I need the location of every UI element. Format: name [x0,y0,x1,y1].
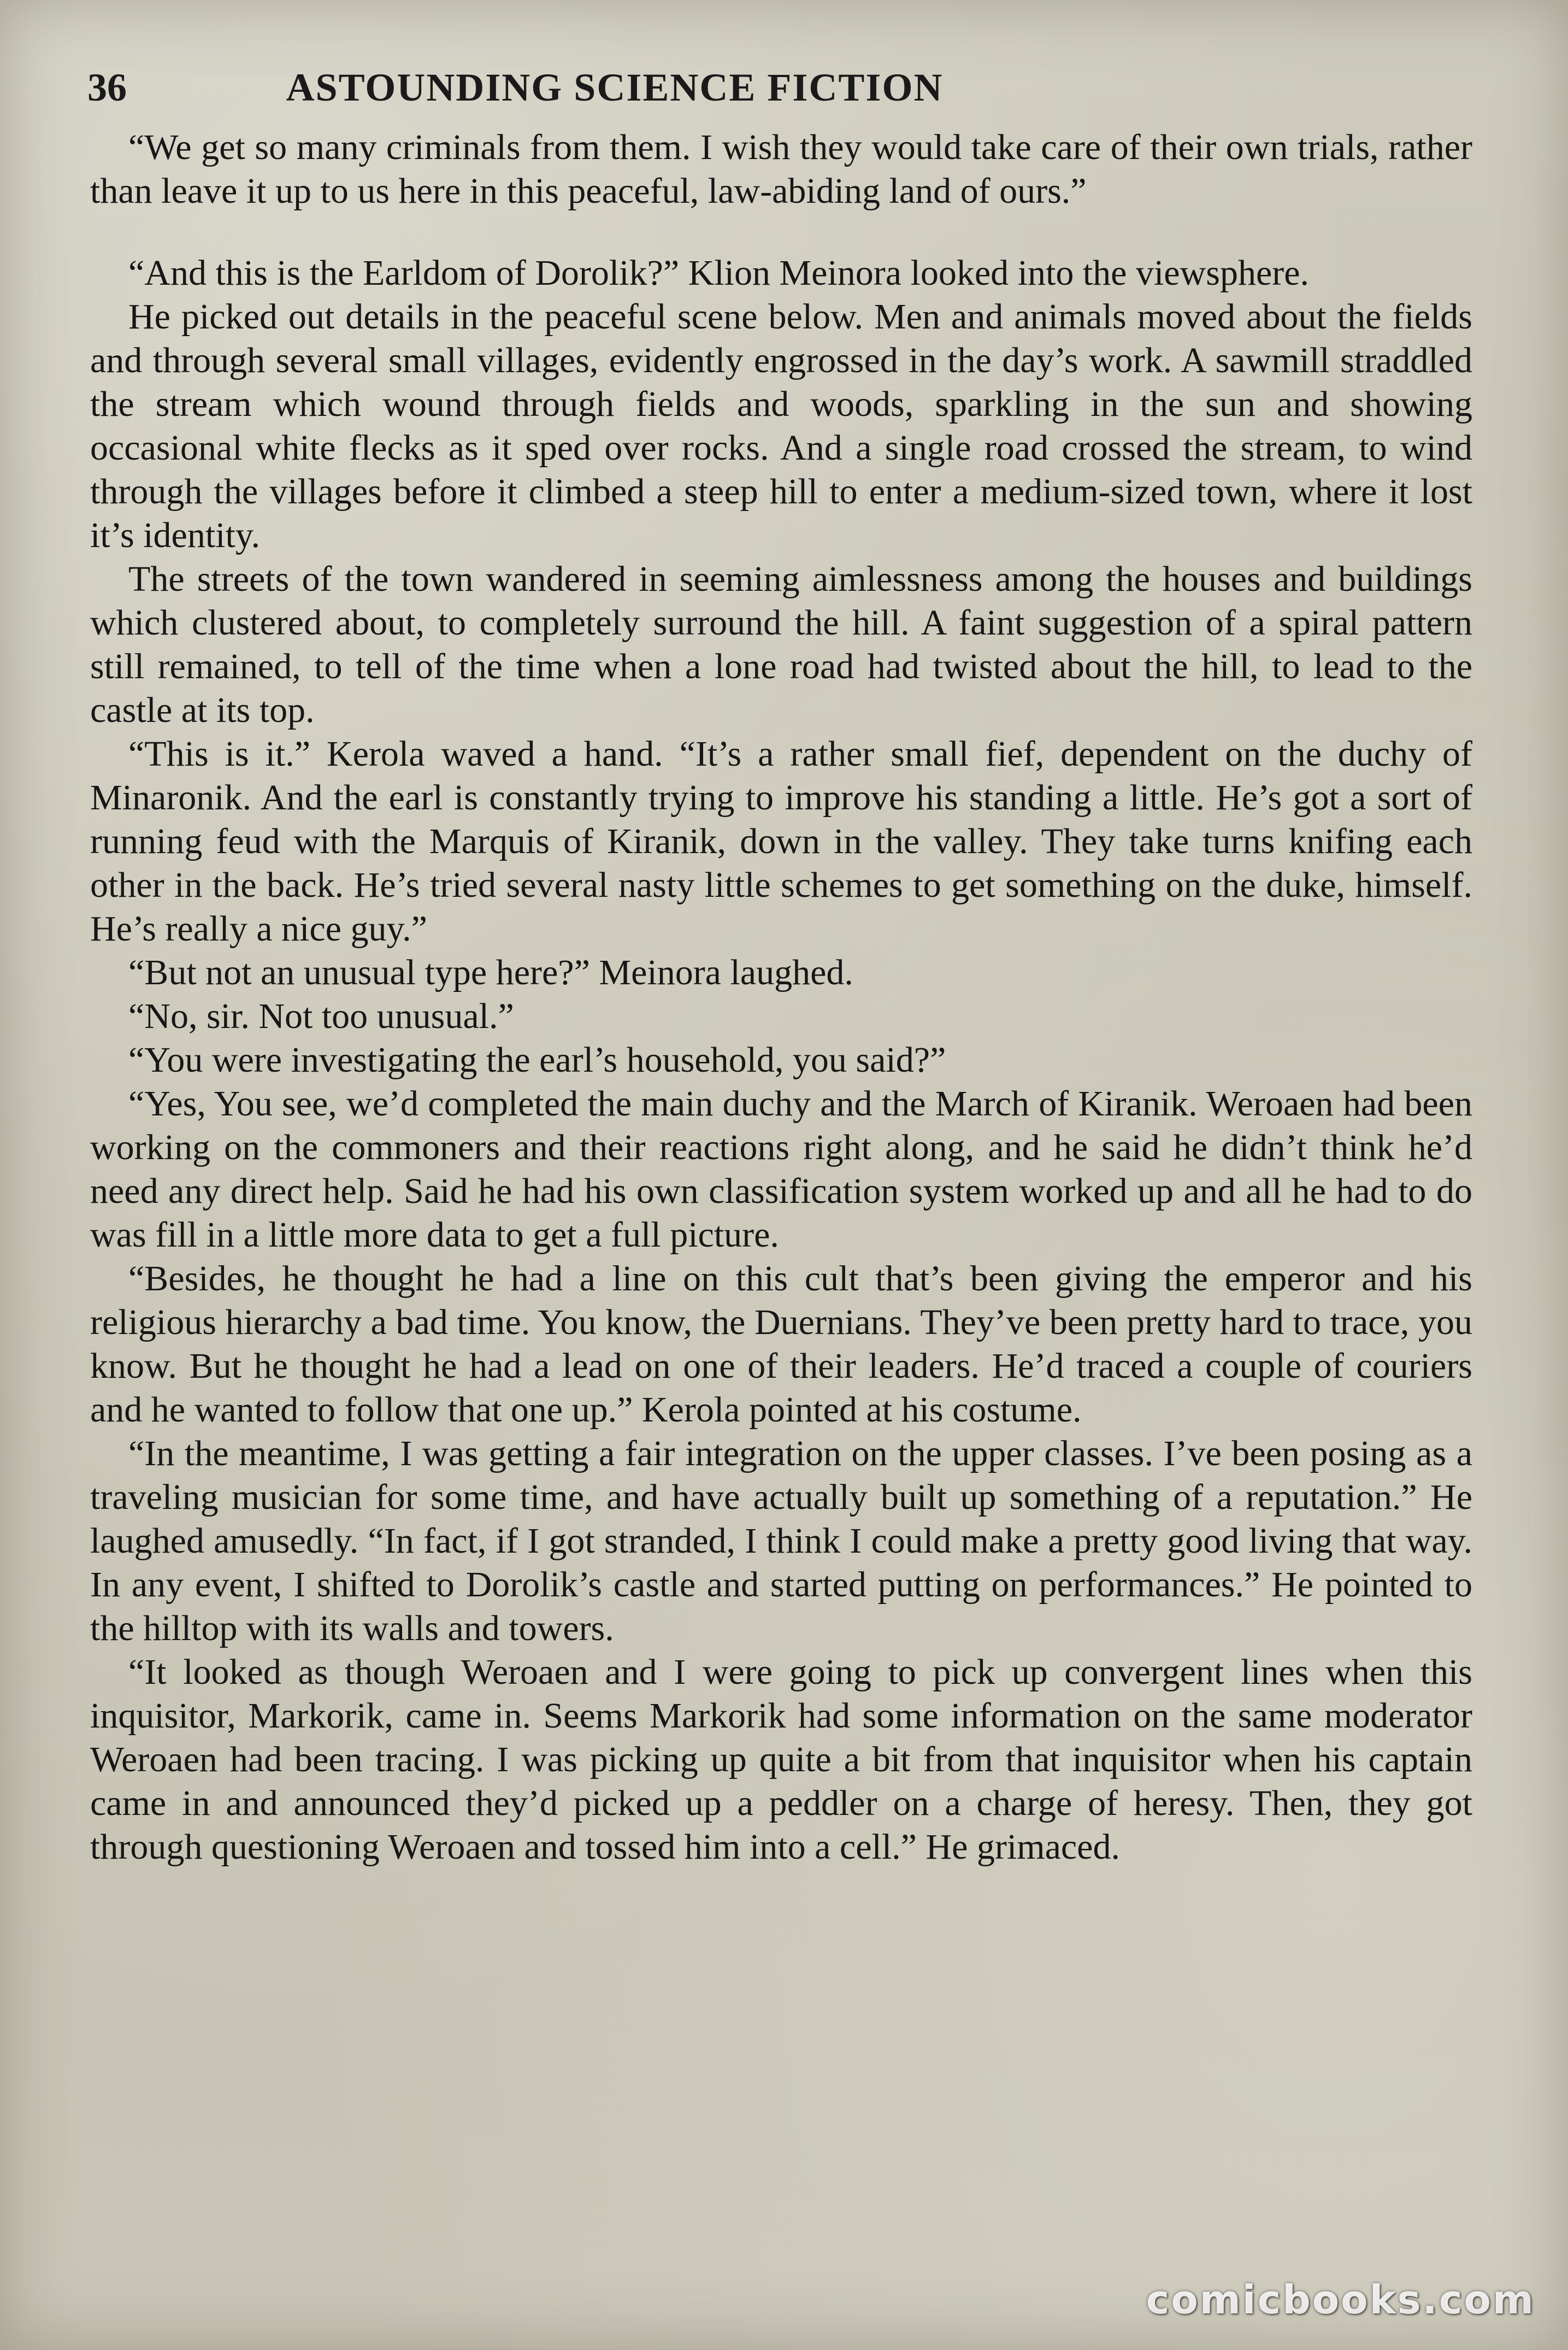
paragraph: “And this is the Earldom of Dorolik?” Klion Meinora looked into the viewsphere. [128,253,1310,293]
watermark-logo: comicbooks.com [1146,2277,1535,2323]
paragraph: He picked out details in the peaceful scene below. Men and animals moved about the fields and through several small villages, evidently engrossed in the day’s work. A sawmill straddled the stream which wound through fields and woods, sparkling in the sun and showing occasional white flecks as it sped over rocks. And a single road crossed the stream, to wind through the villages before it climbed a steep hill to enter a medium-sized town, where it lost it’s identity. [90,297,1472,555]
paragraph: “You were investigating the earl’s household, you said?” [128,1040,946,1080]
page-number: 36 [87,66,127,109]
paragraph: “Besides, he thought he had a line on this cult that’s been giving the emperor and his religious hierarchy a bad time. You know, the Duernians. They’ve been pretty hard to trace, you know. But he thought he had a lead on one of their leaders. He’d traced a couple of couriers and he wanted to follow that one up.” Kerola pointed at his costume. [90,1259,1472,1430]
paragraph: “This is it.” Kerola waved a hand. “It’s a rather small fief, dependent on the duchy of Minaronik. And the earl is constantly trying to improve his standing a little. He’s got a sort of running feud with the Marquis of Kiranik, down in the valley. They take turns knifing each other in the back. He’s tried several nasty little schemes to get something on the duke, himself. He’s really a nice guy.” [90,734,1472,949]
running-header [87,55,1142,120]
paragraph: “We get so many criminals from them. I wish they would take care of their own trials, rather than leave it up to us here in this peaceful, law-abiding land of ours.” [90,127,1472,211]
paragraph: “It looked as though Weroaen and I were going to pick up convergent lines when this inquisitor, Markorik, came in. Seems Markorik had some information on the same moderator Weroaen had been tracing. I was picking up quite a bit from that inquisitor when his captain came in and announced they’d picked up a peddler on a charge of heresy. Then, they got through questioning Weroaen and tossed him into a cell.” He grimaced. [90,1652,1472,1867]
paragraph: “No, sir. Not too unusual.” [128,996,514,1036]
paragraph: “In the meantime, I was getting a fair integration on the upper classes. I’ve been posing as a traveling musician for some time, and have actually built up something of a reputation.” He laughed amusedly. “In fact, if I got stranded, I think I could make a pretty good living that way. In any event, I shifted to Dorolik’s castle and started putting on performances.” He pointed to the hilltop with its walls and towers. [90,1434,1472,1648]
paragraph: The streets of the town wandered in seeming aimlessness among the houses and buildings which clustered about, to completely surround the hill. A faint suggestion of a spiral pattern still remained, to tell of the time when a lone road had twisted about the hill, to lead to the castle at its top. [90,559,1472,730]
running-title: ASTOUNDING SCIENCE FICTION [286,66,944,109]
paragraph: “Yes, You see, we’d completed the main duchy and the March of Kiranik. Weroaen had been working on the commoners and their reactions right along, and he said he didn’t think he’d need any direct help. Said he had his own classification system worked up and all he had to do was fill in a little more data to get a full picture. [90,1084,1472,1255]
paragraph: “But not an unusual type here?” Meinora laughed. [128,953,853,992]
story-text [90,126,1472,1869]
